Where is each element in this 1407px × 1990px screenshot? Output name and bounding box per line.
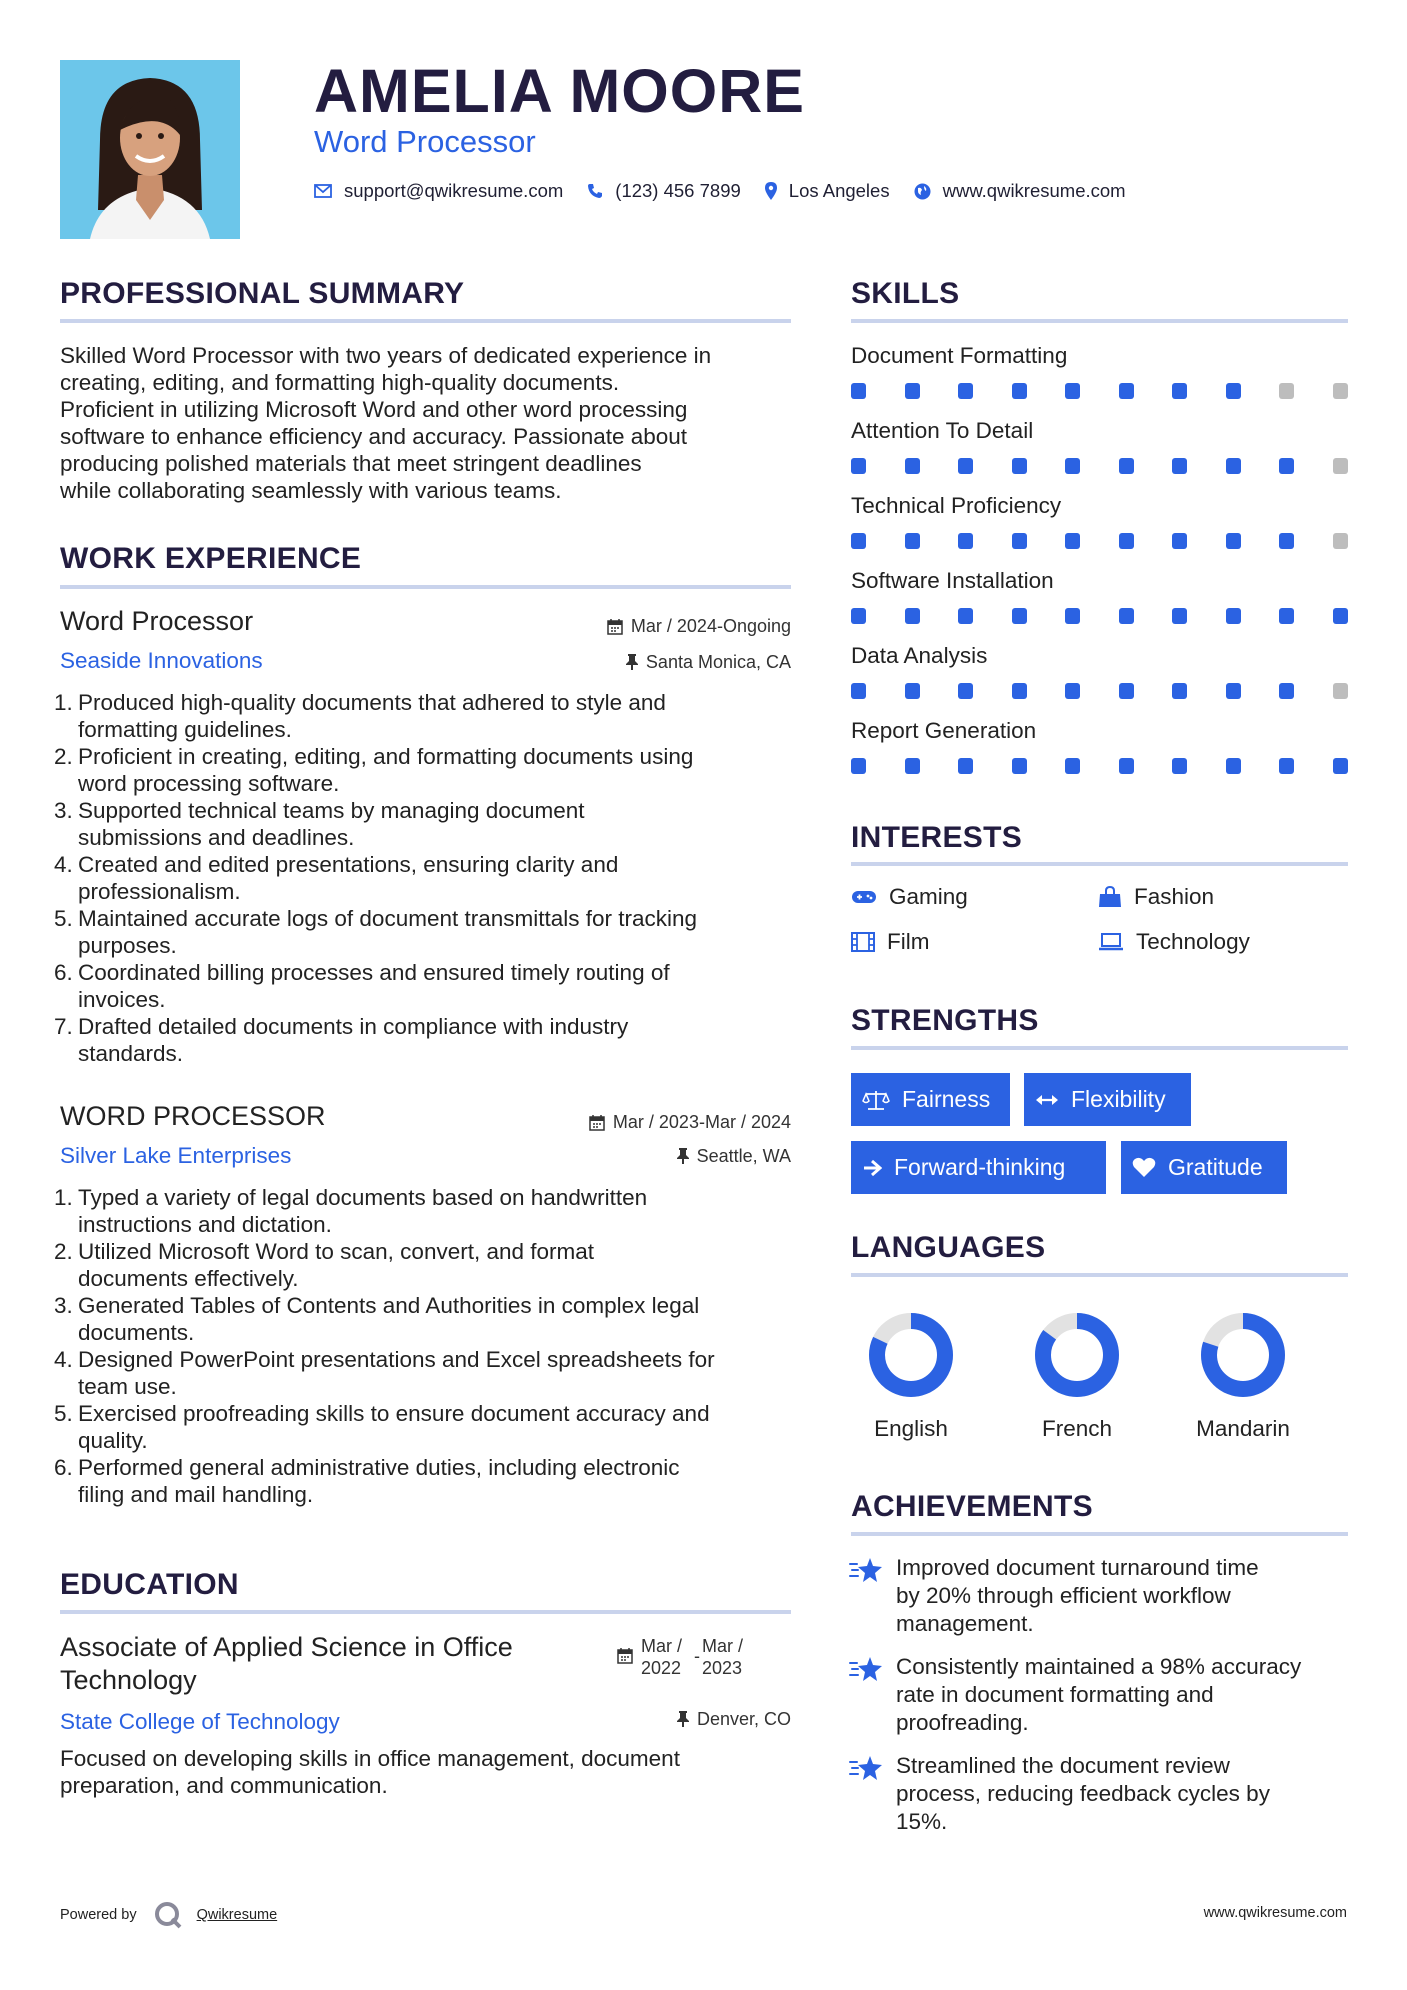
degree-line: Technology (60, 1665, 197, 1695)
skill-dot-filled (1065, 458, 1080, 474)
skill-dot-filled (1226, 533, 1241, 549)
skill-rating (851, 683, 1353, 699)
strength-label: Fairness (902, 1086, 991, 1112)
education-date-end (702, 1635, 743, 1679)
achievement-line: process, reducing feedback cycles by (896, 1781, 1270, 1806)
description-line: Focused on developing skills in office management, document (60, 1746, 680, 1771)
job-location (626, 651, 791, 673)
skill-dot-filled (905, 458, 920, 474)
skill-dot-empty (1333, 383, 1348, 399)
list-item (54, 1400, 800, 1454)
contact-email-text: support@qwikresume.com (344, 180, 564, 201)
list-number: 2. (54, 1239, 73, 1264)
skill-dot-filled (1172, 608, 1187, 624)
list-text: submissions and deadlines. (78, 825, 355, 850)
skill-dot-filled (1065, 608, 1080, 624)
skill-dot-filled (851, 533, 866, 549)
pushpin-icon (626, 654, 638, 670)
list-text: Proficient in creating, editing, and formatting documents using (78, 744, 694, 769)
list-text: team use. (78, 1374, 177, 1399)
skill-dot-empty (1279, 383, 1294, 399)
film-icon (851, 932, 875, 952)
education-divider (60, 1610, 791, 1614)
skill-dot-filled (1119, 758, 1134, 774)
achievements-divider (851, 1532, 1348, 1536)
experience-divider (60, 585, 791, 589)
skill-label: Attention To Detail (851, 418, 1034, 443)
strength-label: Flexibility (1071, 1086, 1166, 1112)
skill-rating (851, 383, 1353, 399)
degree-line: Associate of Applied Science in Office (60, 1632, 513, 1662)
candidate-name: AMELIA MOORE (314, 57, 805, 125)
interests-heading: INTERESTS (851, 821, 1023, 854)
job-duties (54, 689, 800, 1067)
skill-label: Software Installation (851, 568, 1054, 593)
shooting-star-icon (849, 1556, 883, 1584)
heart-icon (1132, 1157, 1156, 1178)
list-number: 6. (54, 1455, 73, 1480)
skill-dot-filled (1065, 683, 1080, 699)
footer-branding (60, 1900, 277, 1930)
job-location (677, 1145, 791, 1167)
list-text: Produced high-quality documents that adhered to style and (78, 690, 666, 715)
achievement-item (896, 1752, 1270, 1836)
strength-tag (1121, 1141, 1287, 1194)
skill-dot-filled (905, 758, 920, 774)
profile-photo (60, 60, 240, 239)
envelope-icon (314, 184, 332, 198)
skill-dot-filled (851, 683, 866, 699)
school-name: State College of Technology (60, 1709, 340, 1734)
shooting-star-icon (849, 1655, 883, 1683)
shooting-star-icon (849, 1754, 883, 1782)
skill-dot-filled (905, 683, 920, 699)
achievement-line: 15%. (896, 1809, 948, 1834)
interest-label: Technology (1136, 929, 1250, 954)
skill-dot-filled (1279, 533, 1294, 549)
date-part: Mar / (702, 1636, 744, 1656)
qwikresume-link[interactable]: Qwikresume (196, 1907, 278, 1923)
language-label: Mandarin (1196, 1416, 1290, 1441)
strength-label: Forward-thinking (894, 1154, 1066, 1180)
skill-dot-filled (1065, 383, 1080, 399)
skill-dot-filled (1226, 683, 1241, 699)
strength-tag (1024, 1073, 1191, 1126)
contact-location (765, 180, 890, 202)
skill-dot-filled (851, 383, 866, 399)
summary-line: creating, editing, and formatting high-quality documents. (60, 370, 620, 395)
skill-dot-filled (1172, 683, 1187, 699)
skill-dot-filled (1172, 533, 1187, 549)
skill-label: Report Generation (851, 718, 1037, 743)
skills-divider (851, 319, 1348, 323)
degree-title (60, 1631, 513, 1697)
skill-label: Technical Proficiency (851, 493, 1062, 518)
summary-line: software to enhance efficiency and accuracy. Passionate about (60, 424, 688, 449)
interest-label: Gaming (889, 884, 968, 909)
interests-divider (851, 862, 1348, 866)
calendar-icon (589, 1114, 605, 1131)
balance-scale-icon (862, 1089, 890, 1111)
list-number: 5. (54, 1401, 73, 1426)
strengths-heading: STRENGTHS (851, 1004, 1039, 1037)
list-text: Drafted detailed documents in compliance with industry (78, 1014, 629, 1039)
skill-dot-filled (1172, 758, 1187, 774)
list-text: Maintained accurate logs of document transmittals for tracking (78, 906, 698, 931)
job-duties (54, 1184, 800, 1508)
list-text: documents effectively. (78, 1266, 299, 1291)
skill-dot-filled (1065, 533, 1080, 549)
skill-dot-filled (905, 533, 920, 549)
powered-by-text: Powered by (60, 1907, 137, 1923)
list-item (54, 1292, 800, 1346)
achievement-line: rate in document formatting and (896, 1682, 1214, 1707)
skill-dot-filled (1012, 533, 1027, 549)
achievements-heading: ACHIEVEMENTS (851, 1490, 1093, 1523)
skill-dot-filled (958, 383, 973, 399)
summary-heading: PROFESSIONAL SUMMARY (60, 277, 465, 310)
gamepad-icon (851, 889, 877, 905)
skill-dot-filled (1333, 608, 1348, 624)
skill-dot-filled (1279, 458, 1294, 474)
list-text: Designed PowerPoint presentations and Excel spreadsheets for (78, 1347, 715, 1372)
pushpin-icon (677, 1148, 689, 1164)
skill-rating (851, 608, 1353, 624)
globe-icon (914, 183, 931, 200)
skill-dot-filled (1333, 758, 1348, 774)
interest-item (851, 884, 968, 910)
skill-dot-filled (905, 383, 920, 399)
skill-dot-filled (905, 608, 920, 624)
skill-dot-filled (1279, 758, 1294, 774)
summary-line: producing polished materials that meet stringent deadlines (60, 451, 642, 476)
strength-tag (851, 1141, 1106, 1194)
summary-text (60, 342, 800, 504)
achievement-item (896, 1653, 1301, 1737)
list-text: word processing software. (78, 771, 340, 796)
list-number: 7. (54, 1014, 73, 1039)
footer-website[interactable]: www.qwikresume.com (1203, 1905, 1347, 1921)
skill-dot-filled (1226, 383, 1241, 399)
arrows-horizontal-icon (1035, 1093, 1059, 1107)
list-text: invoices. (78, 987, 166, 1012)
summary-line: while collaborating seamlessly with various teams. (60, 478, 562, 503)
pushpin-icon (677, 1711, 689, 1727)
skill-dot-filled (958, 683, 973, 699)
job-date (607, 615, 791, 637)
interest-label: Fashion (1134, 884, 1215, 909)
interest-item (1098, 929, 1250, 955)
description-line: preparation, and communication. (60, 1773, 388, 1798)
list-item (54, 743, 800, 797)
list-text: Performed general administrative duties, including electronic (78, 1455, 680, 1480)
achievement-line: Streamlined the document review (896, 1753, 1230, 1778)
skill-dot-filled (851, 608, 866, 624)
skill-dot-filled (1119, 608, 1134, 624)
job-date (589, 1111, 791, 1133)
contact-website-text: www.qwikresume.com (942, 180, 1126, 201)
skill-dot-filled (1226, 608, 1241, 624)
interest-item (851, 929, 929, 955)
skill-label: Data Analysis (851, 643, 988, 668)
skill-dot-filled (1226, 458, 1241, 474)
summary-line: Skilled Word Processor with two years of dedicated experience in (60, 343, 712, 368)
contact-phone[interactable] (587, 180, 741, 202)
list-item (54, 1184, 800, 1238)
list-item (54, 851, 800, 905)
summary-line: Proficient in utilizing Microsoft Word and other word processing (60, 397, 688, 422)
job-date-text: Mar / 2024-Ongoing (630, 616, 791, 636)
map-marker-icon (765, 182, 777, 200)
skills-heading: SKILLS (851, 277, 960, 310)
list-item (54, 905, 800, 959)
interest-item (1098, 884, 1214, 910)
language-label: English (874, 1416, 948, 1441)
skill-dot-filled (958, 458, 973, 474)
achievement-line: Improved document turnaround time (896, 1555, 1259, 1580)
achievement-line: management. (896, 1611, 1034, 1636)
list-number: 1. (54, 1185, 73, 1210)
list-number: 1. (54, 690, 73, 715)
summary-divider (60, 319, 791, 323)
skill-dot-filled (1279, 608, 1294, 624)
list-number: 5. (54, 906, 73, 931)
skill-dot-filled (1119, 533, 1134, 549)
list-text: Exercised proofreading skills to ensure document accuracy and (78, 1401, 710, 1426)
job-location-text: Seattle, WA (696, 1146, 791, 1166)
achievement-line: proofreading. (896, 1710, 1029, 1735)
strength-tag (851, 1073, 1010, 1126)
interest-label: Film (887, 929, 930, 954)
skill-dot-filled (851, 758, 866, 774)
skill-dot-filled (1065, 758, 1080, 774)
list-text: Created and edited presentations, ensuring clarity and (78, 852, 619, 877)
language-proficiency-ring (866, 1310, 956, 1400)
list-text: instructions and dictation. (78, 1212, 332, 1237)
skill-dot-filled (958, 758, 973, 774)
contact-location-text: Los Angeles (788, 180, 890, 201)
contact-phone-text: (123) 456 7899 (615, 180, 741, 201)
language-proficiency-ring (1198, 1310, 1288, 1400)
list-number: 2. (54, 744, 73, 769)
date-part: 2022 (641, 1658, 682, 1678)
date-part: 2023 (702, 1658, 743, 1678)
skill-dot-filled (1279, 683, 1294, 699)
list-text: Coordinated billing processes and ensured timely routing of (78, 960, 670, 985)
list-text: standards. (78, 1041, 184, 1066)
skill-dot-filled (851, 458, 866, 474)
contact-website[interactable] (914, 180, 1126, 202)
list-text: filing and mail handling. (78, 1482, 314, 1507)
language-label: French (1041, 1416, 1113, 1441)
experience-heading: WORK EXPERIENCE (60, 542, 362, 575)
job-location-text: Santa Monica, CA (645, 652, 791, 672)
laptop-icon (1098, 933, 1124, 951)
job-date-text: Mar / 2023-Mar / 2024 (612, 1112, 791, 1132)
skill-dot-filled (1226, 758, 1241, 774)
skill-dot-empty (1333, 533, 1348, 549)
calendar-icon (617, 1647, 633, 1664)
candidate-title: Word Processor (314, 124, 536, 159)
list-number: 3. (54, 798, 73, 823)
skill-dot-filled (1119, 683, 1134, 699)
education-heading: EDUCATION (60, 1568, 239, 1601)
strength-label: Gratitude (1168, 1154, 1263, 1180)
list-text: Supported technical teams by managing document (78, 798, 585, 823)
skill-dot-filled (1119, 458, 1134, 474)
list-number: 4. (54, 1347, 73, 1372)
company-name: Silver Lake Enterprises (60, 1143, 292, 1168)
list-item (54, 959, 800, 1013)
languages-divider (851, 1273, 1348, 1277)
calendar-icon (607, 618, 623, 635)
achievement-line: Consistently maintained a 98% accuracy (896, 1654, 1302, 1679)
phone-icon (587, 183, 603, 199)
skill-label: Document Formatting (851, 343, 1068, 368)
skill-dot-filled (1012, 758, 1027, 774)
list-item (54, 797, 800, 851)
list-text: documents. (78, 1320, 195, 1345)
education-date-start (641, 1635, 682, 1679)
list-text: quality. (78, 1428, 148, 1453)
list-text: Generated Tables of Contents and Authorities in complex legal (78, 1293, 700, 1318)
education-date (617, 1635, 743, 1679)
skill-dot-filled (1012, 383, 1027, 399)
list-item (54, 1013, 800, 1067)
date-separator: - (694, 1646, 701, 1666)
skill-rating (851, 533, 1353, 549)
skill-dot-filled (958, 533, 973, 549)
skill-dot-filled (1119, 383, 1134, 399)
list-item (54, 1346, 800, 1400)
skill-dot-filled (1012, 608, 1027, 624)
education-description (60, 1745, 800, 1799)
qwikresume-logo-icon (153, 1900, 183, 1930)
list-text: professionalism. (78, 879, 241, 904)
skill-dot-filled (1172, 458, 1187, 474)
skill-dot-empty (1333, 683, 1348, 699)
skill-dot-filled (1012, 683, 1027, 699)
list-item (54, 689, 800, 743)
list-number: 4. (54, 852, 73, 877)
education-location-text: Denver, CO (696, 1709, 791, 1729)
list-text: purposes. (78, 933, 177, 958)
list-text: Typed a variety of legal documents based on handwritten (78, 1185, 648, 1210)
job-title: Word Processor (60, 606, 254, 636)
arrow-right-icon (862, 1159, 882, 1177)
skill-dot-empty (1333, 458, 1348, 474)
skill-dot-filled (1012, 458, 1027, 474)
skill-rating (851, 758, 1353, 774)
strengths-divider (851, 1046, 1348, 1050)
list-text: Utilized Microsoft Word to scan, convert, and format (78, 1239, 595, 1264)
skill-dot-filled (958, 608, 973, 624)
shopping-bag-icon (1098, 886, 1122, 908)
contact-bar (314, 179, 1150, 203)
achievement-item (896, 1554, 1259, 1638)
list-text: formatting guidelines. (78, 717, 292, 742)
contact-email[interactable] (314, 180, 563, 202)
languages-heading: LANGUAGES (851, 1231, 1046, 1264)
list-item (54, 1454, 800, 1508)
list-item (54, 1238, 800, 1292)
achievement-line: by 20% through efficient workflow (896, 1583, 1231, 1608)
list-number: 6. (54, 960, 73, 985)
skill-rating (851, 458, 1353, 474)
company-name: Seaside Innovations (60, 648, 263, 673)
list-number: 3. (54, 1293, 73, 1318)
education-location (677, 1708, 791, 1730)
skill-dot-filled (1172, 383, 1187, 399)
date-part: Mar / (641, 1636, 683, 1656)
job-title: WORD PROCESSOR (60, 1101, 326, 1131)
language-proficiency-ring (1032, 1310, 1122, 1400)
